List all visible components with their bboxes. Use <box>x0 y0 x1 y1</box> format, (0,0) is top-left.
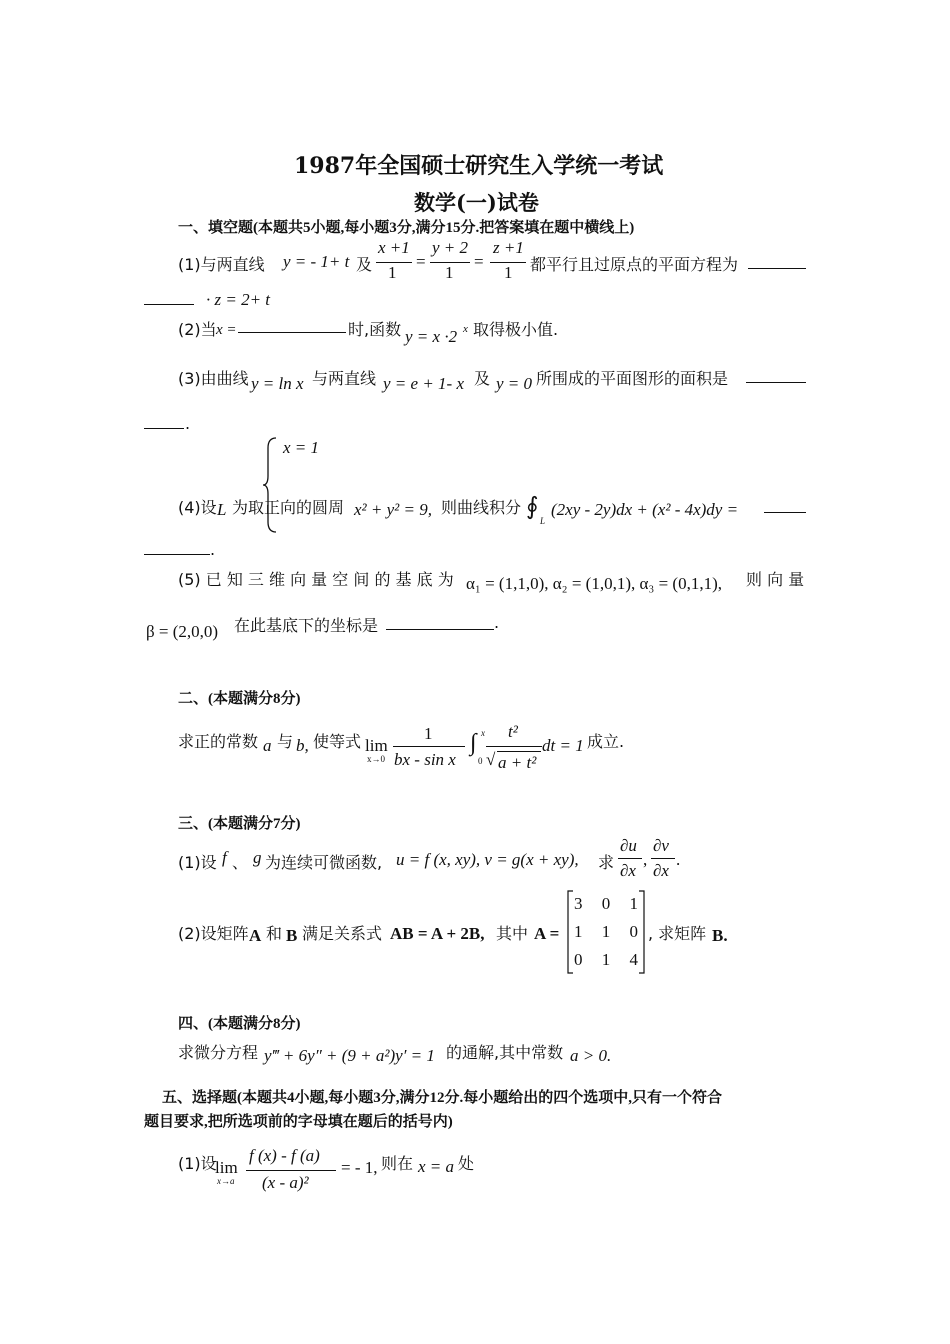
s5-eq: = - 1, <box>341 1158 378 1177</box>
s5-mid: 则在 <box>381 1154 414 1173</box>
s2-text: 求正的常数 <box>178 732 259 751</box>
matrix-bracket-right <box>638 890 646 974</box>
contour-integral-icon: ∮ <box>526 494 539 520</box>
integral-icon: ∫ <box>470 730 477 756</box>
frac-z-num: z +1 <box>493 238 524 257</box>
s1-q3-mid2: 及 <box>474 369 491 388</box>
s3-q2-and: 和 <box>266 924 283 943</box>
s3-q2-A: A <box>249 926 262 945</box>
s2-den: bx - sin x <box>394 750 456 769</box>
s1-q3-tail: . <box>185 414 191 433</box>
s5-end: 处 <box>458 1154 475 1173</box>
s5-num: f (x) - f (a) <box>249 1146 320 1165</box>
s2-a: a <box>263 736 272 755</box>
s1-q2-func: y = x ·2 <box>405 327 458 346</box>
s2-dt: dt = 1 <box>542 736 584 755</box>
matrix-bracket-left <box>566 890 574 974</box>
answer-blank[interactable] <box>386 615 494 630</box>
page-subtitle: 数学(一)试卷 <box>414 190 539 215</box>
matrix-row <box>574 950 638 978</box>
s1-q3-mid1: 与两直线 <box>312 369 377 388</box>
s2-lim: lim <box>365 736 388 755</box>
s3-q1-g: g <box>253 848 262 867</box>
s1-q5-tail: . <box>494 613 500 632</box>
s5-lim: lim <box>215 1158 238 1177</box>
brace-icon <box>262 436 278 534</box>
s1-q4-mid: 为取正向的圆周 <box>232 498 345 517</box>
matrix-row <box>574 922 638 950</box>
answer-blank-cont[interactable] <box>144 414 184 429</box>
matrix-cell: 4 <box>629 950 638 969</box>
s1-q2-end: 取得极小值. <box>473 320 559 339</box>
integral-sub: L <box>540 516 546 526</box>
answer-blank[interactable] <box>238 318 346 333</box>
s3-q2-ask: , 求矩阵 <box>648 924 707 943</box>
answer-blank[interactable] <box>764 498 806 513</box>
s1-q3-c3: y = 0 <box>496 374 533 393</box>
matrix-cell: 1 <box>601 922 611 941</box>
answer-blank[interactable] <box>746 368 806 383</box>
s3-q1-sep: 、 <box>232 853 249 872</box>
s3-q2-Bend: B. <box>712 926 728 945</box>
s1-q1-text: 都平行且过原点的平面方程为 <box>530 255 739 274</box>
frac-bar <box>651 858 675 859</box>
s3-q2-where: 其中 <box>496 924 529 943</box>
s5-q1-label: (1)设 <box>178 1154 217 1173</box>
s1-q1-label: (1)与两直线 <box>178 255 265 274</box>
s1-q1-line1: y = - 1+ t <box>283 252 350 271</box>
s3-d1n: ∂u <box>620 836 637 855</box>
s2-int-num: t² <box>508 722 518 741</box>
s3-q2-mid: 满足关系式 <box>302 924 383 943</box>
sqrt-bar <box>497 751 541 752</box>
s1-q4-mid2: 则曲线积分 <box>441 498 522 517</box>
frac-z-den: 1 <box>504 263 513 282</box>
int-upper: x <box>481 728 485 738</box>
s3-d1d: ∂x <box>620 861 636 880</box>
s1-q3-c1: y = ln x <box>251 374 304 393</box>
comma: , <box>643 850 648 869</box>
eq-sign: = <box>474 252 484 271</box>
s1-q3-end: 所围成的平面图形的面积是 <box>536 369 729 388</box>
page-title: 1987年全国硕士研究生入学统一考试 <box>294 153 664 179</box>
answer-blank-cont[interactable] <box>144 290 194 305</box>
s2-end: 成立. <box>587 732 625 751</box>
s3-q1-label: (1)设 <box>178 853 217 872</box>
s1-q4-integrand: (2xy - 2y)dx + (x² - 4x)dy = <box>551 500 739 519</box>
sqrt-icon: √ <box>486 750 496 769</box>
frac-bar <box>618 858 642 859</box>
matrix-cell: 0 <box>601 894 611 913</box>
s1-q5-basis: α₁ = (1,1,0), α₂ = (1,0,1), α₃ = (0,1,1), <box>466 574 722 593</box>
section-5-heading-2: 题目要求,把所选项前的字母填在题后的括号内) <box>144 1114 453 1130</box>
section-5-heading-1: 五、选择题(本题共4小题,每小题3分,满分12分.每小题给出的四个选项中,只有一个符合 <box>162 1090 722 1106</box>
s5-at: x = a <box>418 1157 455 1176</box>
s1-q5-then: 则 向 量 <box>746 570 805 589</box>
s4-eq: y‴ + 6y″ + (9 + a²)y′ = 1 <box>264 1046 435 1065</box>
s1-q3-c2: y = e + 1- x <box>383 374 464 393</box>
s5-den: (x - a)² <box>262 1173 309 1192</box>
matrix-cell: 0 <box>629 922 638 941</box>
matrix-cell: 1 <box>629 894 638 913</box>
s3-q1-expr: u = f (x, xy), v = g(x + xy), <box>396 850 579 869</box>
s5-lim-sub: x→a <box>217 1176 235 1186</box>
s1-q2-mid: 时,函数 <box>348 320 402 339</box>
frac-y-num: y + 2 <box>432 238 469 257</box>
s4-cond: a > 0. <box>570 1046 612 1065</box>
s2-num: 1 <box>424 724 433 743</box>
s1-q2-exp: x <box>463 323 468 335</box>
section-1-heading: 一、填空题(本题共5小题,每小题3分,满分15分.把答案填在题中横线上) <box>178 220 635 236</box>
s2-b: b, <box>296 736 309 755</box>
int-lower: 0 <box>478 756 483 766</box>
s3-q1-end: . <box>676 850 681 869</box>
matrix-cell: 0 <box>574 950 583 969</box>
s3-q2-Aeq: A = <box>534 924 560 943</box>
s2-and: 与 <box>277 732 294 751</box>
s3-d2n: ∂v <box>653 836 669 855</box>
frac-bar <box>486 746 542 747</box>
matrix-cell: 1 <box>601 950 611 969</box>
s1-q4-tail: . <box>210 540 216 559</box>
s3-q2-B: B <box>286 926 298 945</box>
s3-d2d: ∂x <box>653 861 669 880</box>
s1-q3-label: (3)由曲线 <box>178 369 249 388</box>
s1-q5-end: 在此基底下的坐标是 <box>234 616 379 635</box>
s1-q2-label: (2)当 <box>178 320 217 339</box>
s3-q1-mid: 为连续可微函数, <box>265 853 383 872</box>
section-4-heading: 四、(本题满分8分) <box>178 1016 301 1032</box>
s3-q1-f: f <box>222 848 227 867</box>
frac-y-den: 1 <box>445 263 454 282</box>
s2-lim-sub: x→0 <box>367 754 385 764</box>
matrix-cell: 3 <box>574 894 583 913</box>
section-2-heading: 二、(本题满分8分) <box>178 691 301 707</box>
s1-q4-L: L <box>217 500 227 519</box>
eq-sign: = <box>416 252 426 271</box>
frac-bar <box>393 746 465 747</box>
s1-q4-label: (4)设 <box>178 498 217 517</box>
s2-int-den: a + t² <box>498 753 537 772</box>
s1-q4-circle: x² + y² = 9, <box>354 500 432 519</box>
s3-q2-label: (2)设矩阵 <box>178 924 249 943</box>
s3-q2-rel: AB = A + 2B, <box>390 924 485 943</box>
matrix-row <box>574 894 638 922</box>
matrix-cell: 1 <box>574 922 583 941</box>
s1-q5-beta: β = (2,0,0) <box>146 622 219 641</box>
s1-q2-x: x = <box>216 322 237 338</box>
s2-mid: 使等式 <box>313 732 362 751</box>
answer-blank[interactable] <box>748 254 806 269</box>
matrix-A <box>574 894 638 978</box>
s1-q1-and: 及 <box>356 255 373 274</box>
s4-mid: 的通解,其中常数 <box>446 1043 564 1062</box>
brace-top: x = 1 <box>283 438 320 457</box>
frac-x-den: 1 <box>388 263 397 282</box>
section-3-heading: 三、(本题满分7分) <box>178 816 301 832</box>
s1-q5-label: (5) 已 知 三 维 向 量 空 间 的 基 底 为 <box>178 570 454 589</box>
frac-x-num: x +1 <box>378 238 410 257</box>
answer-blank-cont[interactable] <box>144 540 210 555</box>
s1-q1-z: · z = 2+ t <box>206 290 271 309</box>
s4-text: 求微分方程 <box>178 1043 259 1062</box>
s3-q1-ask: 求 <box>598 853 615 872</box>
frac-bar <box>246 1170 336 1171</box>
